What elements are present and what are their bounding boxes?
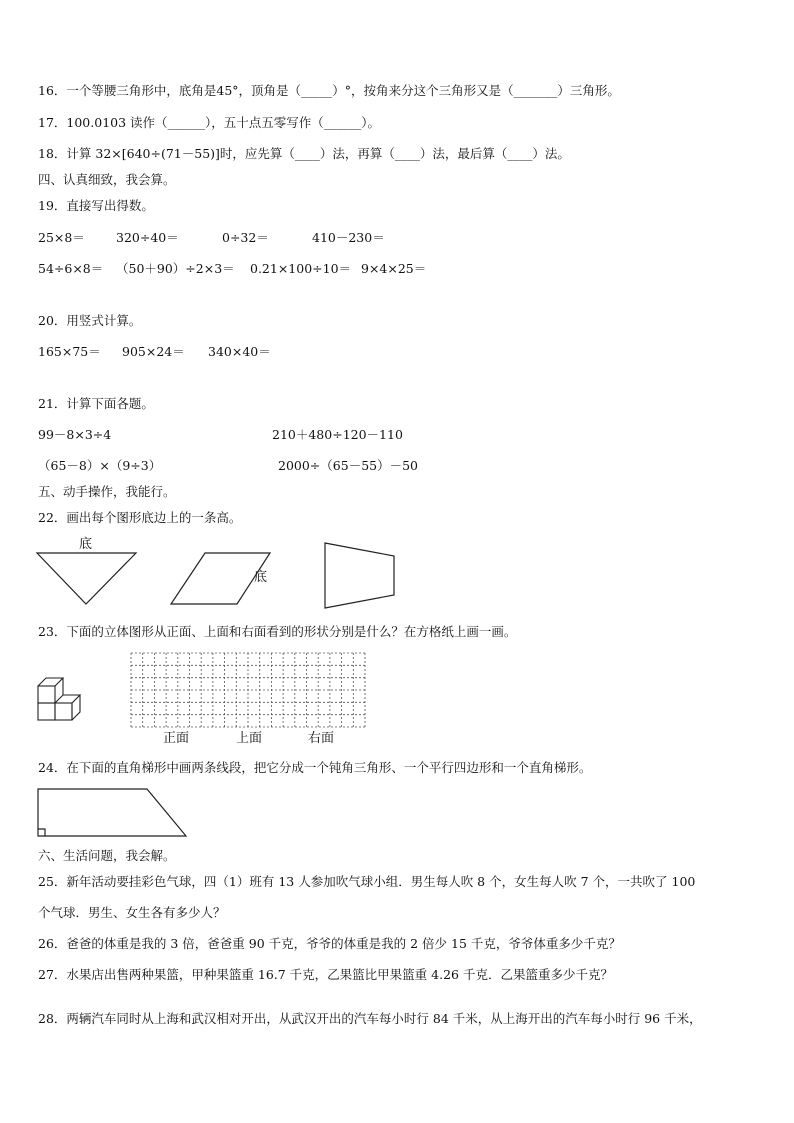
question-19: 19．直接写出得数。 — [38, 198, 154, 213]
base-label: 底 — [254, 570, 268, 585]
question-24: 24．在下面的直角梯形中画两条线段，把它分成一个钝角三角形、一个平行四边形和一个直角梯形。 — [38, 760, 592, 775]
section-4-heading: 四、认真细致，我会算。 — [38, 172, 176, 187]
question-16: 16．一个等腰三角形中，底角是45°，顶角是（_____）°，按角来分这个三角形又是（_______）三角形。 — [38, 83, 620, 98]
trapezoid-figure — [324, 542, 396, 610]
inverted-triangle-figure — [36, 552, 138, 606]
oral-calc-item: 25×8＝ — [38, 230, 85, 245]
right-trapezoid-figure — [37, 788, 189, 838]
question-25: 25．新年活动要挂彩色气球，四（1）班有 13 人参加吹气球小组．男生每人吹 8 个，女生每人吹 7 个，一共吹了 100 — [38, 874, 696, 889]
right-view-label: 右面 — [308, 731, 335, 746]
question-22: 22．画出每个图形底边上的一条高。 — [38, 510, 242, 525]
base-label: 底 — [79, 537, 93, 552]
question-28: 28．两辆汽车同时从上海和武汉相对开出，从武汉开出的汽车每小时行 84 千米，从上海开出的汽车每小时行 96 千米， — [38, 1011, 702, 1026]
vertical-calc-item: 340×40＝ — [208, 344, 271, 359]
question-26: 26．爸爸的体重是我的 3 倍，爸爸重 90 千克，爷爷的体重是我的 2 倍少 15 千克，爷爷体重多少千克？ — [38, 936, 621, 951]
oral-calc-item: （50＋90）÷2×3＝ — [116, 261, 235, 276]
question-27: 27．水果店出售两种果篮，甲种果篮重 16.7 千克，乙果篮比甲果篮重 4.26 千克．乙果篮重多少千克？ — [38, 967, 613, 982]
cube-stack-figure — [37, 676, 89, 722]
calc-item: （65－8）×（9÷3） — [38, 458, 162, 473]
calc-item: 99－8×3÷4 — [38, 427, 112, 442]
question-20: 20．用竖式计算。 — [38, 313, 142, 328]
question-25-continued: 个气球．男生、女生各有多少人？ — [38, 905, 226, 920]
question-17: 17．100.0103 读作（______），五十点五零写作（______）。 — [38, 115, 381, 130]
oral-calc-item: 9×4×25＝ — [361, 261, 427, 276]
oral-calc-item: 0÷32＝ — [222, 230, 269, 245]
top-view-label: 上面 — [236, 731, 263, 746]
section-5-heading: 五、动手操作，我能行。 — [38, 484, 176, 499]
front-view-label: 正面 — [163, 731, 190, 746]
section-6-heading: 六、生活问题，我会解。 — [38, 848, 176, 863]
question-18: 18．计算 32×[640÷(71－55)]时，应先算（____）法，再算（____）法，最后算（____）法。 — [38, 146, 570, 161]
question-23: 23．下面的立体图形从正面、上面和右面看到的形状分别是什么？在方格纸上画一画。 — [38, 624, 517, 639]
vertical-calc-item: 165×75＝ — [38, 344, 101, 359]
vertical-calc-item: 905×24＝ — [122, 344, 185, 359]
oral-calc-item: 0.21×100÷10＝ — [250, 261, 352, 276]
oral-calc-item: 320÷40＝ — [116, 230, 179, 245]
grid-paper — [130, 652, 366, 728]
question-21: 21．计算下面各题。 — [38, 396, 154, 411]
oral-calc-item: 54÷6×8＝ — [38, 261, 104, 276]
oral-calc-item: 410－230＝ — [312, 230, 385, 245]
calc-item: 2000÷（65－55）－50 — [278, 458, 419, 473]
calc-item: 210＋480÷120－110 — [272, 427, 403, 442]
